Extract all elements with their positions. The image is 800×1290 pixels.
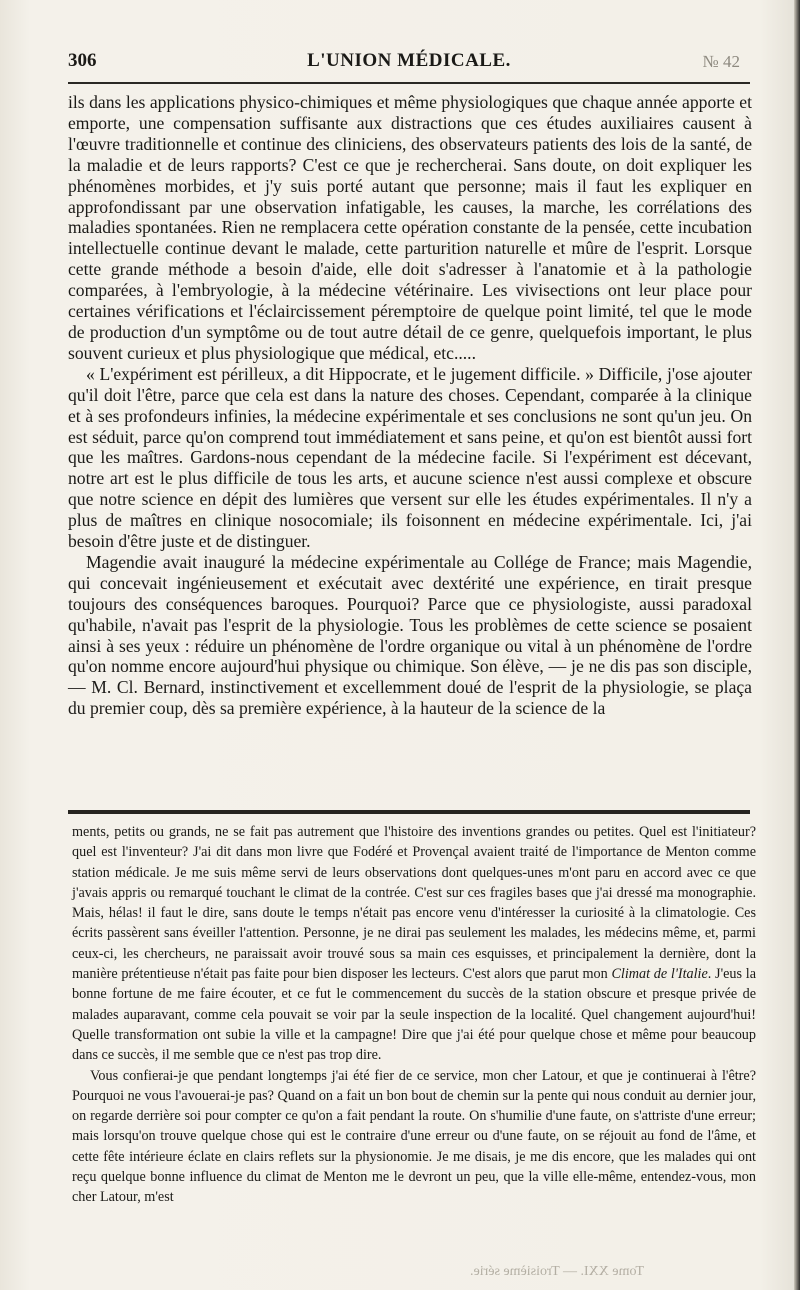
bleed-through-text: Tome XXI. — Troisième série. [470, 1264, 645, 1279]
footnote-paragraph: Vous confierai-je que pendant longtemps j'ai été fier de ce service, mon cher Latour, et que je continuerai à l'être? Pourquoi ne vous l'avouerai-je pas? Quand on a fait un bon bout de chemin sur la pente qui nous conduit au dernier jour, on regarde derrière soi pour compter ce qu'on a fait pendant la route. On s'humilie d'une faute, on s'attriste d'une erreur; mais lorsqu'on trouve quelque chose qui est le contraire d'une erreur ou d'une faute, on se réjouit au fond de l'âme, et cette fête intérieure éclate en clairs reflets sur la physionomie. Je me disais, je me dis encore, que les malades qui ont reçu quelque bonne influence du climat de Menton me le devront un peu, que la ville elle-même, entendez-vous, mon cher Latour, m'est [72, 1067, 756, 1206]
main-paragraph: ils dans les applications physico-chimiques et même physiologiques que chaque année apporte et emporte, une compensation suffisante aux distractions que ces études auxiliaires causent à l'œuvre traditionnelle et continue des cliniciens, des observateurs patients des lois de la santé, de la maladie et de leurs rapports? C'est ce que je rechercherai. Sans doute, on doit expliquer les phénomènes morbides, et j'y suis porté autant que personne; mais il faut les expliquer en approfondissant par une observation infatigable, les causes, la marche, les corrélations des maladies spontanées. Rien ne remplacera cette opération constante de la pensée, cette incubation intellectuelle continue devant le malade, cette parturition naturelle et mûre de l'esprit. Lorsque cette grande méthode a besoin d'aide, elle doit s'adresser à l'anatomie et à la pathologie comparées, à l'embryologie, à la médecine vétérinaire. Les vivisections ont leur place pour certaines vérifications et l'éclaircissement péremptoire de quelque point limité, tel que le mode de production d'un symptôme ou de tout autre détail de ce genre, quelquefois important, le plus souvent curieux et plus physiologique que médical, etc..... [68, 92, 752, 363]
page-number: 306 [68, 50, 97, 71]
footnote-paragraph [72, 822, 756, 1066]
main-paragraph: Magendie avait inauguré la médecine expérimentale au Collége de France; mais Magendie, qui concevait ingénieusement et exécutait avec dextérité une expérience, en tirait presque toujours des conséquences baroques. Pourquoi? Parce que ce physiologiste, aussi paradoxal qu'habile, n'avait pas l'esprit de la physiologie. Tous les problèmes de cette science se posaient ainsi à ses yeux : réduire un phénomène de l'ordre organique ou vital à un phénomène de l'ordre qu'on nomme encore aujourd'hui physique ou chimique. Son élève, — je ne dis pas son disciple, — M. Cl. Bernard, instinctivement et excellemment doué de l'esprit de la physiologie, se plaça du premier coup, dès sa première expérience, à la hauteur de la science de la [68, 551, 752, 719]
main-paragraph: « L'expériment est périlleux, a dit Hippocrate, et le jugement difficile. » Difficile, j'ose ajouter qu'il doit l'être, parce que cela est dans la nature des choses. Cependant, comparée à la clinique et à ses profondeurs infinies, la médecine expérimentale et ses conclusions ne sont qu'un jeu. On est séduit, parce qu'on comprend tout immédiatement et sans peine, et qu'on est bientôt aussi fort que les maîtres. Gardons-nous cependant de la médecine facile. Si l'expériment est décevant, notre art est le plus difficile de tous les arts, et aucune science n'est aussi complexe et obscure que notre science en dépit des lumières que versent sur elle les études expérimentales. Il n'y a plus de maîtres en clinique nosocomiale; ils foisonnent en médecine expérimentale. Ici, j'ai besoin d'être juste et de distinguer. [68, 363, 752, 552]
header-rule [68, 82, 750, 84]
footnote-text-run: ments, petits ou grands, ne se fait pas autrement que l'histoire des inventions grandes ou petites. Quel est l'initiateur? quel est l'inventeur? J'ai dit dans mon livre que Fodéré et Provençal avaient traité de l'importance de Menton comme station médicale. Je me suis même servi de leurs observations dont quelques-unes m'ont paru en accord avec ce que j'avais appris ou remarqué touchant le climat de la contrée. C'est sur ces fragiles bases que j'ai dressé ma monographie. Mais, hélas! il faut le dire, sans doute le temps n'était pas encore venu d'intéresser la curiosité à la climatologie. Ces écrits passèrent sans éveiller l'attention. Personne, je ne dirai pas seulement les malades, les médecins même, et, parmi ceux-ci, les chercheurs, ne paraissait avoir trouvé sous sa main ces esquisses, et principalement la dernière, dont la manière prétentieuse n'était pas faite pour bien disposer les lecteurs. C'est alors que parut mon [72, 824, 756, 983]
footnote-text [72, 822, 756, 1208]
footnote-text-run: . J'eus la bonne fortune de me faire écouter, et ce fut le commencement du succès de la station obscure et presque privée de malades auparavant, comme cela pouvait se voir par la seule inspection de la localité. Quel changement aujourd'hui! Quelle transformation ont subie la ville et la campagne! Dire que j'ai été pour quelque chose et même pour beaucoup dans ce succès, il me semble que ce n'est pas trop dire. [72, 966, 756, 1064]
main-text [68, 92, 752, 719]
footnote-separator [68, 810, 750, 814]
issue-number: № 42 [702, 52, 740, 71]
page-edge-shadow [794, 0, 800, 1290]
book-title: Climat de l'Italie [611, 966, 708, 983]
running-head: L'UNION MÉDICALE. [307, 50, 511, 71]
page-header [68, 48, 750, 76]
